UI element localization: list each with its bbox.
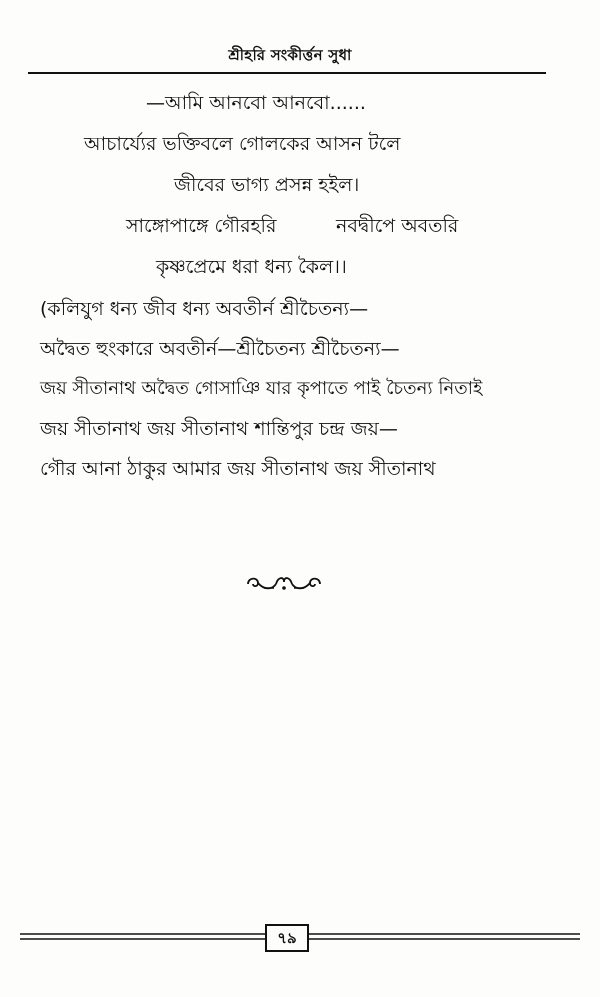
- verse-line-10: গৌর আনা ঠাকুর আমার জয় সীতানাথ জয় সীতানাথ: [40, 458, 436, 480]
- page-number: ৭৯: [265, 924, 309, 952]
- verse-line-5: কৃষ্ণপ্রেমে ধরা ধন্য কৈল।।: [156, 256, 347, 278]
- verse-line-4-right: নবদ্বীপে অবতরি: [336, 215, 459, 237]
- verse-line-2: আচার্য্যের ভক্তিবলে গোলকের আসন টলে: [84, 133, 401, 155]
- verse-line-3: জীবের ভাগ্য প্রসন্ন হইল।: [174, 174, 360, 196]
- verse-line-6: (কলিযুগ ধন্য জীব ধন্য অবতীর্ন শ্রীচৈতন্য—: [40, 298, 369, 320]
- running-header-title: শ্রীহরি সংকীর্ত্তন সুধা: [228, 46, 352, 64]
- decorative-flourish-icon: [244, 572, 324, 596]
- verse-line-7: অদ্বৈত হুংকারে অবতীর্ন—শ্রীচৈতন্য শ্রীচৈতন্য—: [40, 338, 400, 360]
- verse-line-4-left: সাঙ্গোপাঙ্গে গৌরহরি: [126, 215, 277, 237]
- header-rule: [28, 72, 546, 74]
- verse-line-9: জয় সীতানাথ জয় সীতানাথ শান্তিপুর চন্দ্র জয়—: [40, 418, 398, 440]
- verse-line-8: জয় সীতানাথ অদ্বৈত গোসাঞি যার কৃপাতে পাই চৈতন্য নিতাই: [40, 378, 483, 399]
- verse-line-1: —আমি আনবো আনবো......: [146, 92, 366, 114]
